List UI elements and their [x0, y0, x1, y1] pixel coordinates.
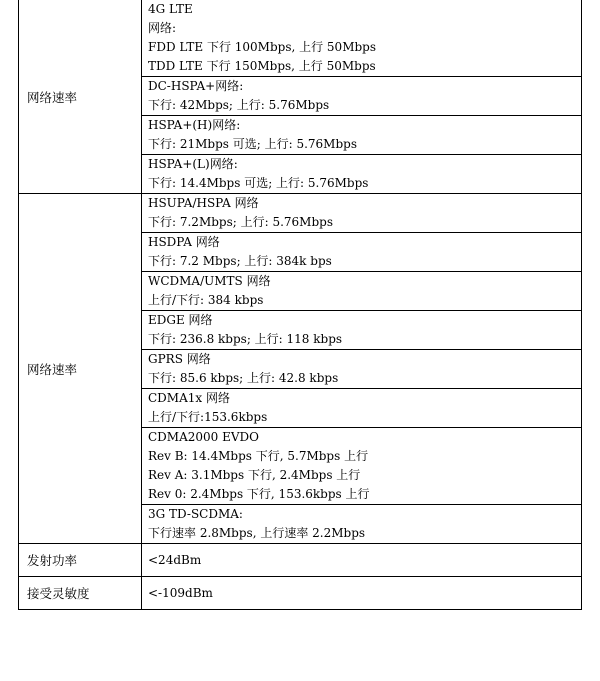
spec-cell-cdma1x: [142, 389, 582, 428]
spec-line: 上行/下行:153.6kbps: [148, 410, 268, 424]
spec-line: 下行: 21Mbps 可选; 上行: 5.76Mbps: [148, 137, 357, 151]
spec-line: HSPA+(L)网络:: [148, 157, 238, 171]
tx-power-label: 发射功率: [19, 544, 142, 577]
spec-line: 上行/下行: 384 kbps: [148, 293, 264, 307]
spec-line: 下行: 14.4Mbps 可选; 上行: 5.76Mbps: [148, 176, 369, 190]
spec-line: HSUPA/HSPA 网络: [148, 196, 259, 210]
spec-line: <24dBm: [148, 552, 202, 567]
rx-sensitivity-value: [142, 577, 582, 610]
rx-sensitivity-label: 接受灵敏度: [19, 577, 142, 610]
network-rate-label-1: 网络速率: [19, 0, 142, 194]
spec-cell-dc-hspa: [142, 77, 582, 116]
spec-cell-hspa-l: [142, 155, 582, 194]
spec-line: TDD LTE 下行 150Mbps, 上行 50Mbps: [148, 59, 376, 73]
spec-line: 下行: 236.8 kbps; 上行: 118 kbps: [148, 332, 343, 346]
spec-line: HSPA+(H)网络:: [148, 118, 241, 132]
spec-line: EDGE 网络: [148, 313, 213, 327]
table-row: [19, 544, 582, 577]
spec-line: 下行: 7.2Mbps; 上行: 5.76Mbps: [148, 215, 333, 229]
spec-line: Rev A: 3.1Mbps 下行, 2.4Mbps 上行: [148, 468, 361, 482]
spec-line: HSDPA 网络: [148, 235, 220, 249]
spec-cell-hsdpa: [142, 233, 582, 272]
spec-line: 3G TD-SCDMA:: [148, 507, 243, 521]
table-row: [19, 194, 582, 233]
spec-line: Rev B: 14.4Mbps 下行, 5.7Mbps 上行: [148, 449, 369, 463]
spec-line: WCDMA/UMTS 网络: [148, 274, 271, 288]
table-row: [19, 577, 582, 610]
spec-line: 下行速率 2.8Mbps, 上行速率 2.2Mbps: [148, 526, 366, 540]
spec-cell-wcdma: [142, 272, 582, 311]
spec-line: <-109dBm: [148, 585, 213, 600]
spec-line: 下行: 42Mbps; 上行: 5.76Mbps: [148, 98, 330, 112]
spec-line: 网络:: [148, 21, 177, 35]
spec-line: GPRS 网络: [148, 352, 211, 366]
spec-line: DC-HSPA+网络:: [148, 79, 244, 93]
spec-line: FDD LTE 下行 100Mbps, 上行 50Mbps: [148, 40, 377, 54]
table-row: [19, 0, 582, 77]
spec-cell-edge: [142, 311, 582, 350]
spec-line: 4G LTE: [148, 2, 193, 16]
spec-cell-hspa-h: [142, 116, 582, 155]
spec-cell-gprs: [142, 350, 582, 389]
spec-cell-td-scdma: [142, 505, 582, 544]
spec-line: Rev 0: 2.4Mbps 下行, 153.6kbps 上行: [148, 487, 370, 501]
spec-line: CDMA2000 EVDO: [148, 430, 259, 444]
spec-cell-evdo: [142, 428, 582, 505]
spec-cell-4g-lte: [142, 0, 582, 77]
spec-cell-hsupa: [142, 194, 582, 233]
spec-line: CDMA1x 网络: [148, 391, 230, 405]
spec-table: [18, 0, 582, 610]
tx-power-value: [142, 544, 582, 577]
spec-line: 下行: 7.2 Mbps; 上行: 384k bps: [148, 254, 332, 268]
spec-line: 下行: 85.6 kbps; 上行: 42.8 kbps: [148, 371, 339, 385]
network-rate-label-2: 网络速率: [19, 194, 142, 544]
